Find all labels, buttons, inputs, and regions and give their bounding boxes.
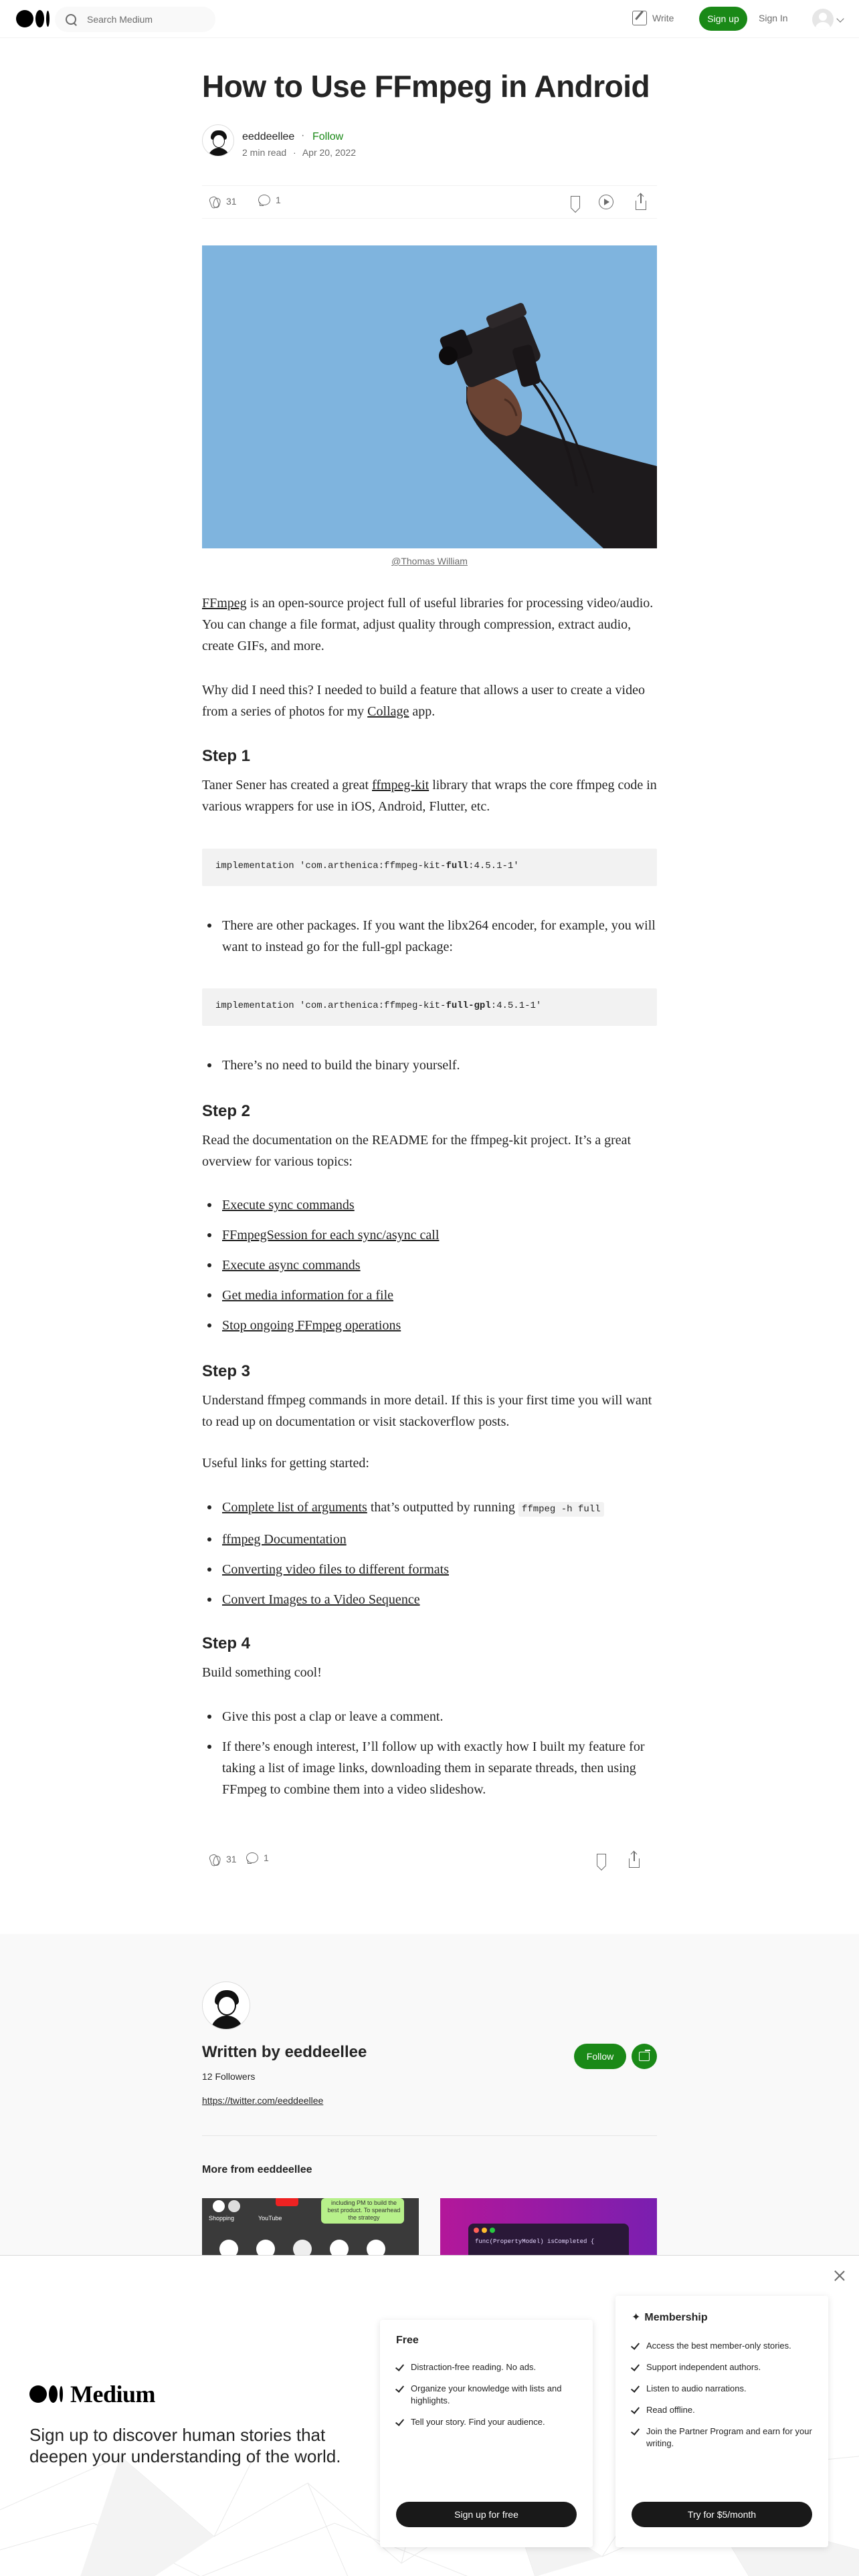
brand-name: Medium — [70, 2381, 155, 2407]
list-item: Complete list of arguments that’s outputted by running ffmpeg -h full — [202, 1497, 657, 1520]
signup-tagline: Sign up to discover human stories that deepen your understanding of the world. — [29, 2425, 341, 2466]
step1-paragraph: Taner Sener has created a great ffmpeg-kit library that wraps the core ffmpeg code in various wrappers for use in iOS, Android, Flutter, etc. — [202, 778, 657, 814]
image-caption[interactable]: @Thomas William — [391, 556, 468, 566]
signup-free-button[interactable]: Sign up for free — [396, 2502, 577, 2527]
follow-button[interactable]: Follow — [574, 2044, 626, 2069]
feature-item: Access the best member-only stories. — [632, 2340, 812, 2352]
list-item — [202, 1589, 657, 1610]
hero-image — [202, 245, 657, 548]
step4-paragraph: Build something cool! — [202, 1665, 322, 1680]
clap-button[interactable] — [207, 1852, 237, 1866]
step4-heading: Step 4 — [202, 1634, 251, 1652]
membership-plan-card — [615, 2296, 828, 2547]
arguments-link[interactable]: Complete list of arguments — [222, 1500, 367, 1515]
comment-icon — [246, 1852, 258, 1863]
list-item — [202, 1194, 657, 1216]
author-avatar-large[interactable] — [202, 1981, 250, 2030]
clap-count: 31 — [226, 1854, 237, 1864]
card-label: YouTube — [258, 2215, 282, 2222]
step3-links — [202, 1497, 657, 1610]
step1-bullets — [202, 915, 657, 958]
write-icon — [632, 11, 647, 25]
medium-logo — [29, 2380, 155, 2408]
close-icon[interactable] — [833, 2269, 846, 2282]
card-code: func(PropertyModel) isCompleted { — [475, 2238, 595, 2245]
written-by-heading[interactable]: Written by eeddeellee — [202, 2043, 367, 2061]
share-icon[interactable] — [629, 1858, 640, 1868]
inline-code: ffmpeg -h full — [518, 1502, 604, 1517]
step2-paragraph: Read the documentation on the README for the ffmpeg-kit project. It’s a great overview for various topics: — [202, 1133, 632, 1169]
doc-link[interactable]: Convert Images to a Video Sequence — [222, 1592, 420, 1607]
doc-link[interactable]: Execute async commands — [222, 1258, 361, 1273]
feature-item: Tell your story. Find your audience. — [396, 2416, 577, 2428]
search-icon — [64, 13, 78, 26]
card-text: including PM to build the best product. To spearhead the strategy — [327, 2199, 401, 2221]
plan-features — [632, 2340, 812, 2459]
code-block: implementation 'com.arthenica:ffmpeg-kit-full:4.5.1-1' — [202, 849, 657, 886]
comment-icon — [258, 195, 270, 205]
feature-item: Organize your knowledge with lists and highlights. — [396, 2383, 577, 2407]
article-title: How to Use FFmpeg in Android — [202, 69, 650, 104]
write-label: Write — [652, 13, 674, 23]
free-plan-card — [380, 2320, 593, 2547]
useful-links-label: Useful links for getting started: — [202, 1456, 369, 1471]
divider — [202, 2135, 657, 2136]
step1-heading: Step 1 — [202, 747, 251, 765]
follow-link[interactable]: Follow — [312, 131, 344, 142]
search-input[interactable] — [86, 13, 206, 25]
search-box[interactable] — [55, 7, 215, 32]
user-avatar-icon[interactable] — [812, 9, 834, 30]
signup-button[interactable]: Sign up — [699, 7, 747, 31]
step1-bullets-2 — [202, 1055, 657, 1076]
step4-bullets — [202, 1706, 657, 1800]
doc-link[interactable]: Get media information for a file — [222, 1288, 394, 1303]
list-item: If there’s enough interest, I’ll follow up with exactly how I built my feature for taking a list of image links, downloading them in separate threads, then using FFmpeg to combine them into a video slideshow. — [202, 1736, 657, 1800]
subscribe-email-icon[interactable] — [632, 2044, 657, 2069]
plan-features — [396, 2361, 577, 2438]
step2-links — [202, 1194, 657, 1336]
feature-item: Distraction-free reading. No ads. — [396, 2361, 577, 2373]
story-card-image[interactable] — [202, 2198, 419, 2258]
bottom-action-bar — [202, 1850, 657, 1870]
list-item: Give this post a clap or leave a comment. — [202, 1706, 657, 1727]
doc-link[interactable]: Execute sync commands — [222, 1198, 355, 1212]
list-item — [202, 1315, 657, 1336]
responses-count: 1 — [276, 195, 281, 205]
chevron-down-icon[interactable] — [836, 15, 844, 22]
listen-icon[interactable] — [599, 195, 613, 209]
bookmark-icon[interactable] — [571, 196, 580, 208]
ffmpeg-link[interactable]: FFmpeg — [202, 596, 247, 611]
more-from-heading: More from eeddeellee — [202, 2164, 312, 2175]
write-button[interactable] — [632, 11, 674, 25]
follower-count[interactable]: 12 Followers — [202, 2071, 256, 2082]
step3-paragraph: Understand ffmpeg commands in more detail. If this is your first time you will want to read up on documentation or visit stackoverflow posts. — [202, 1393, 652, 1429]
try-membership-button[interactable]: Try for $5/month — [632, 2502, 812, 2527]
doc-link[interactable]: ffmpeg Documentation — [222, 1532, 347, 1547]
bookmark-icon[interactable] — [597, 1854, 606, 1866]
clap-count: 31 — [226, 196, 237, 207]
signup-overlay — [0, 2255, 859, 2576]
medium-logo[interactable] — [16, 10, 50, 27]
card-label: Shopping — [209, 2215, 235, 2222]
separator-dot: · — [301, 130, 305, 141]
feature-item: Join the Partner Program and earn for your writing. — [632, 2426, 812, 2450]
list-item — [202, 1285, 657, 1306]
clap-icon — [207, 1852, 221, 1866]
plan-title: Free — [396, 2335, 419, 2346]
code-block: implementation 'com.arthenica:ffmpeg-kit-full-gpl:4.5.1-1' — [202, 988, 657, 1026]
author-avatar[interactable] — [202, 124, 234, 156]
list-item — [202, 1559, 657, 1580]
step2-heading: Step 2 — [202, 1102, 251, 1120]
sparkle-icon: ✦ — [632, 2312, 641, 2323]
doc-link[interactable]: Converting video files to different formats — [222, 1562, 449, 1577]
story-card-image[interactable] — [440, 2198, 657, 2258]
list-item — [202, 1255, 657, 1276]
article-action-bar — [202, 185, 657, 219]
list-item — [202, 1224, 657, 1246]
clap-icon — [207, 195, 221, 208]
article-meta: 2 min read · Apr 20, 2022 — [242, 147, 357, 158]
responses-button[interactable] — [258, 195, 281, 205]
feature-item: Listen to audio narrations. — [632, 2383, 812, 2395]
ffmpeg-kit-link[interactable]: ffmpeg-kit — [372, 778, 430, 792]
why-paragraph: Why did I need this? I needed to build a feature that allows a user to create a video from a series of photos for my Collage app. — [202, 683, 645, 719]
list-item: There are other packages. If you want the libx264 encoder, for example, you will want to instead go for the full-gpl package: — [202, 915, 657, 958]
signin-link[interactable]: Sign In — [759, 13, 788, 23]
doc-link[interactable]: Stop ongoing FFmpeg operations — [222, 1318, 401, 1333]
clap-button[interactable] — [207, 195, 237, 208]
share-icon[interactable] — [636, 201, 646, 210]
plan-title: ✦ Membership — [632, 2312, 708, 2323]
list-item — [202, 1529, 657, 1550]
doc-link[interactable]: FFmpegSession for each sync/async call — [222, 1228, 440, 1243]
list-item: There’s no need to build the binary yourself. — [202, 1055, 657, 1076]
responses-count: 1 — [264, 1852, 269, 1863]
responses-button[interactable] — [246, 1852, 269, 1863]
author-name[interactable]: eeddeellee — [242, 131, 295, 142]
top-nav — [0, 0, 859, 38]
read-time: 2 min read — [242, 147, 287, 158]
twitter-link[interactable]: https://twitter.com/eeddeellee — [202, 2095, 324, 2106]
step3-heading: Step 3 — [202, 1362, 251, 1380]
collage-link[interactable]: Collage — [367, 704, 409, 719]
intro-paragraph: FFmpeg is an open-source project full of useful libraries for processing video/audio. You can change a file format, adjust quality through compression, extract audio, create GIFs, and more. — [202, 596, 654, 653]
feature-item: Support independent authors. — [632, 2361, 812, 2373]
feature-item: Read offline. — [632, 2404, 812, 2416]
publish-date: Apr 20, 2022 — [302, 147, 357, 158]
